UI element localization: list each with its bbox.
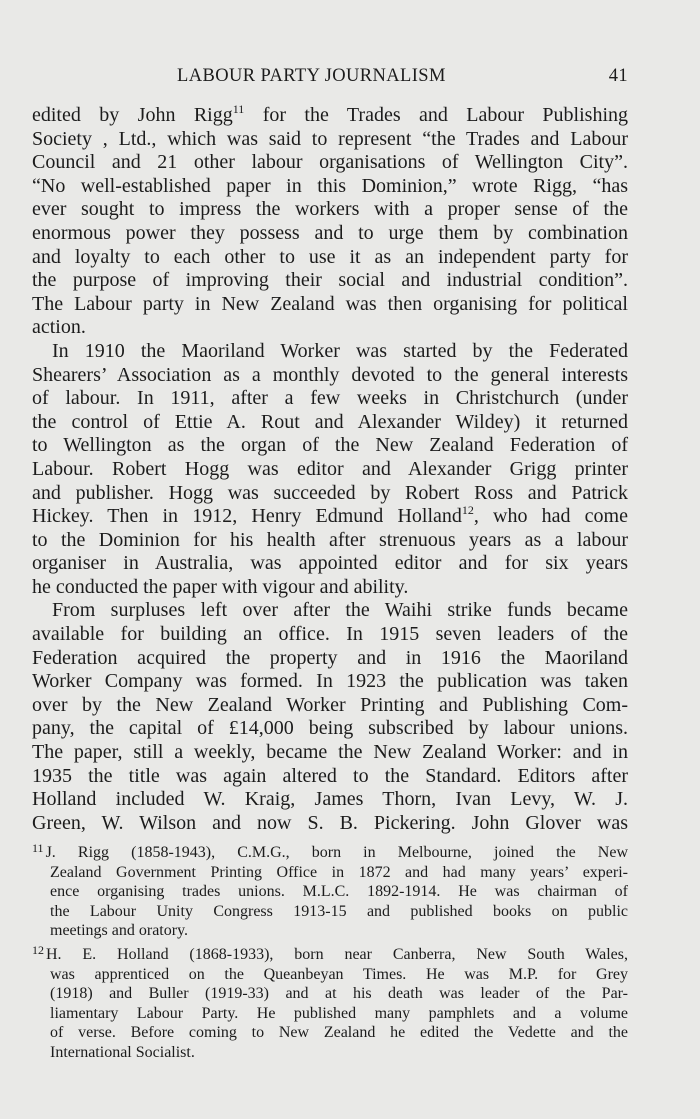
- text-line: From surpluses left over after the Waihi strike funds became: [52, 599, 628, 622]
- text-line: Green, W. Wilson and now S. B. Pickering. John Glover was: [32, 811, 628, 834]
- text-line: he conducted the paper with vigour and ability.: [32, 575, 409, 598]
- footnote-line: (1918) and Buller (1919-33) and at his death was leader of the Par-: [50, 985, 628, 1003]
- footnote-12: [32, 942, 628, 1063]
- page-number: 41: [608, 66, 628, 86]
- footnote-ref-12[interactable]: 12: [461, 503, 474, 518]
- text-line: action.: [32, 316, 86, 339]
- footnote-line: $^{12}$ H. E. Holland (1868-1933), born near Canberra, New South Wales,: [32, 942, 628, 963]
- footnote-ref-11[interactable]: 11: [232, 102, 245, 116]
- text-line: edited by John Rigg$^{11}$ for the Trades and Labour Publishing: [32, 102, 629, 126]
- text-line: available for building an office. In 1915 seven leaders of the: [32, 623, 628, 646]
- footnote-line: liamentary Labour Party. He published many pamphlets and a volume: [50, 1004, 628, 1022]
- text-line: The Labour party in New Zealand was then organising for political: [32, 292, 628, 315]
- running-title: LABOUR PARTY JOURNALISM: [177, 66, 446, 86]
- footnote-11: [32, 843, 628, 941]
- text-line: and publisher. Hogg was succeeded by Robert Ross and Patrick: [32, 481, 628, 504]
- text-line: the control of Ettie A. Rout and Alexander Wildey) it returned: [32, 410, 628, 433]
- footnote-line: meetings and oratory.: [50, 922, 189, 940]
- body-text: [32, 104, 628, 835]
- footnote-line: ence organising trades unions. M.L.C. 1892-1914. He was chairman of: [50, 883, 628, 901]
- text-line: to Wellington as the organ of the New Zealand Federation of: [32, 434, 628, 457]
- text-line: enormous power they possess and to urge them by combination: [32, 221, 628, 244]
- paragraph-1: [32, 104, 628, 340]
- footnotes: [32, 843, 628, 1067]
- footnote-line: $^{11}$ J. Rigg (1858-1943), C.M.G., born in Melbourne, joined the New: [32, 841, 628, 861]
- text-line: Holland included W. Kraig, James Thorn, Ivan Levy, W. J.: [32, 788, 628, 811]
- text-line: Labour. Robert Hogg was editor and Alexander Grigg printer: [32, 457, 628, 480]
- footnote-line: International Socialist.: [50, 1043, 195, 1061]
- paragraph-3: [32, 599, 628, 835]
- text-line: and loyalty to each other to use it as an independent party for: [32, 245, 628, 268]
- text-line: Hickey. Then in 1912, Henry Edmund Holland$^{12}$, who had come: [32, 503, 628, 528]
- text-line: Worker Company was formed. In 1923 the publication was taken: [32, 670, 628, 693]
- text-line: Society , Ltd., which was said to represent “the Trades and Labour: [32, 127, 628, 150]
- text-line: the purpose of improving their social and industrial condition”.: [32, 269, 628, 292]
- text-line: ever sought to impress the workers with a proper sense of the: [32, 198, 628, 221]
- text-line: In 1910 the Maoriland Worker was started by the Federated: [52, 339, 628, 362]
- text-line: Federation acquired the property and in 1916 the Maoriland: [32, 646, 628, 669]
- footnote-line: Zealand Government Printing Office in 1872 and had many years’ experi-: [50, 863, 628, 881]
- text-line: Shearers’ Association as a monthly devoted to the general interests: [32, 363, 628, 386]
- text-line: “No well-established paper in this Dominion,” wrote Rigg, “has: [32, 174, 628, 197]
- text-line: organiser in Australia, was appointed editor and for six years: [32, 552, 628, 575]
- text-line: The paper, still a weekly, became the New Zealand Worker: and in: [32, 741, 628, 764]
- text-line: of labour. In 1911, after a few weeks in Christchurch (under: [32, 387, 628, 410]
- paragraph-2: [32, 340, 628, 600]
- footnote-line: was apprenticed on the Queanbeyan Times. He was M.P. for Grey: [50, 965, 628, 983]
- text-line: pany, the capital of £14,000 being subscribed by labour unions.: [32, 717, 628, 740]
- text-line: Council and 21 other labour organisations of Wellington City”.: [32, 151, 628, 174]
- text-line: over by the New Zealand Worker Printing and Publishing Com-: [32, 693, 628, 716]
- footnote-mark: 12: [32, 942, 44, 957]
- text-line: 1935 the title was again altered to the Standard. Editors after: [32, 764, 628, 787]
- footnote-line: of verse. Before coming to New Zealand he edited the Vedette and the: [50, 1024, 628, 1042]
- footnote-line: the Labour Unity Congress 1913-15 and published books on public: [50, 902, 628, 920]
- text-line: to the Dominion for his health after strenuous years as a labour: [32, 528, 628, 551]
- footnote-mark: 11: [32, 841, 44, 855]
